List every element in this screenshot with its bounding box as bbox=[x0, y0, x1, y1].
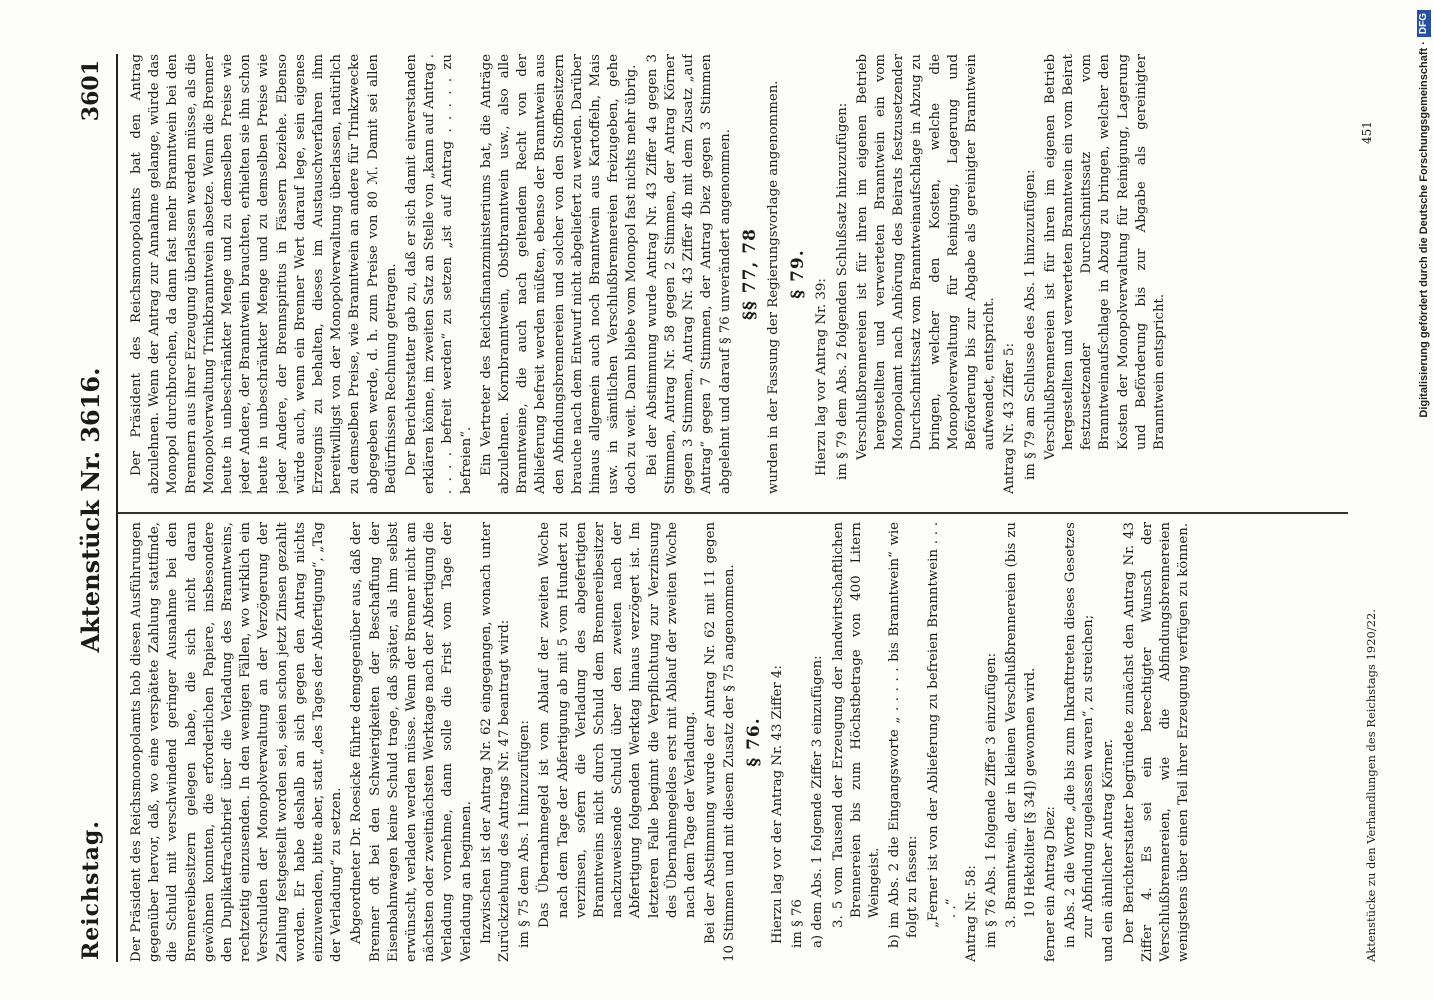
paragraph: Bei der Abstimmung wurde Antrag Nr. 43 Ziffer 4a gegen 3 Stimmen, Antrag Nr. 58 gegen 2 Stimmen, der Antrag Körner gegen 3 Stimmen, Antrag Nr. 43 Ziffer 4b mit dem Zusatz „auf Antrag“ gegen 7 Stimmen, der Antrag Diez gegen 3 Stimmen abgelehnt und darauf § 76 unverändert angenommen. bbox=[644, 54, 733, 494]
paragraph: im § 75 dem Abs. 1 hinzuzufügen: bbox=[517, 720, 533, 948]
dfg-badge: DFG bbox=[1417, 10, 1431, 37]
paragraph: Hierzu lag vor der Antrag Nr. 43 Ziffer 4: bbox=[769, 665, 785, 944]
paragraph: Der Berichterstatter begründete zunächst den Antrag Nr. 43 Ziffer 4. Es sei ein berechtigter Wunsch der Verschlußbrennereien, wie die Abfindungsbrennereien wenigstens über einen Teil ihrer Erzeugung verfügen zu können. bbox=[1121, 522, 1192, 962]
paragraph: im § 79 dem Abs. 2 folgenden Schlußsatz hinzuzufügen: bbox=[834, 102, 850, 480]
paragraph: Bei der Abstimmung wurde der Antrag Nr. 62 mit 11 gegen 10 Stimmen und mit diesem Zusatz der § 75 angenommen. bbox=[703, 522, 737, 962]
paragraph: in Abs. 2 die Worte „die bis zum Inkrafttreten dieses Gesetzes zur Abfindung zugelassen waren“, zu streichen; bbox=[1062, 522, 1097, 948]
stamp-text: Digitalisierung gefördert durch die Deutsche Forschungsgemeinschaft · bbox=[1418, 41, 1430, 418]
paragraph: Der Berichterstatter gab zu, daß er sich damit einverstanden erklären könne, im zweiten Satz an Stelle von „kann auf Antrag . . . . . befreit werden“ zu setzen „ist auf Antrag . . . . . zu befreien“. bbox=[404, 54, 474, 494]
document-page bbox=[72, 40, 1412, 980]
paragraph: im § 76 bbox=[790, 899, 806, 948]
paragraph: und ein ähnlicher Antrag Körner. bbox=[1101, 739, 1117, 962]
page-header bbox=[72, 40, 112, 980]
paragraph: Hierzu lag vor Antrag Nr. 39: bbox=[814, 278, 830, 476]
paragraph: Inzwischen ist der Antrag Nr. 62 eingegangen, wonach unter Zurückziehung des Antrags Nr. 47 beantragt wird: bbox=[478, 522, 513, 962]
paragraph: Antrag Nr. 58: bbox=[963, 865, 979, 962]
paragraph: Das Übernahmegeld ist vom Ablauf der zweiten Woche nach dem Tage der Abfertigung ab mit 5 vom Hundert zu verzinsen, sofern die Verladung des abgefertigten Branntweins nicht durch Schuld dem Brennereibesitzer nachzuweisende Schuld über den zweiten nach der Abfertigung folgenden Werktag hinaus verzögert ist. Im letzteren Falle beginnt die Verpflichtung zur Verzinsung des Übernahmegeldes erst mit Ablauf der zweiten Woche nach dem Tage der Verladung. bbox=[537, 522, 699, 928]
paragraph: „Ferner ist von der Ablieferung zu befreien Branntwein . . . . .“ bbox=[925, 522, 959, 928]
paragraph: wurden in der Fassung der Regierungsvorlage angenommen. bbox=[765, 80, 781, 494]
paragraph: a) dem Abs. 1 folgende Ziffer 3 einzufügen: bbox=[810, 655, 826, 948]
paragraph: b) im Abs. 2 die Eingangsworte „ . . . . . bis Branntwein“ wie folgt zu fassen: bbox=[887, 522, 921, 948]
footer-note: Aktenstücke zu den Verhandlungen des Reichstags 1920/22. bbox=[1364, 608, 1378, 962]
header-page-number: 3601 bbox=[78, 60, 104, 122]
paragraph: Der Präsident des Reichsmonopolamts bat den Antrag abzulehnen. Wenn der Antrag zur Annahme gelange, würde das Monopol durchbrochen, da dann fast mehr Branntwein bei den Brennern aus ihrer Erzeugung überlassen werden müsse, als die Monopolverwaltung Trinkbranntwein absetze. Wenn die Brenner heute in unbeschränkter Menge und zu demselben Preise wie jeder Andere, der Branntwein brauchten, erhielten sie ihn schon heute in unbeschränkter Menge und zu demselben Preise wie jeder Andere, der Brennspiritus in Fässern beziehe. Ebenso würde auch, wenn ein Brenner Wert darauf lege, sein eigenes Erzeugnis zu behalten, dieses im Austauschverfahren ihm bereitwilligst von der Monopolverwaltung überlassen, natürlich zu demselben Preise, wie Branntwein an andere für Trinkzwecke abgegeben werde, d. h. zum Preise von 80 ℳ. Damit sei allen Bedürfnissen Rechnung getragen. bbox=[129, 54, 399, 494]
section-heading-79: § 79. bbox=[788, 249, 809, 299]
header-left: Reichstag. bbox=[78, 820, 104, 960]
section-heading-76: § 76. bbox=[743, 717, 764, 767]
paragraph: Abgeordneter Dr. Roesicke führte demgegenüber aus, daß der Brenner oft bei den Schwierigkeiten der Beschaffung der Eisenbahnwagen keine Schuld trage, daß später, als ihm selbst erwünscht, verladen werden müsse. Wenn der Brenner nicht am nächsten oder zweitnächsten Werktage nach der Abfertigung die Verladung vornehme, dann solle die Frist vom Tage der Verladung an beginnen. bbox=[349, 522, 474, 962]
header-title: Aktenstück Nr. 3616. bbox=[76, 367, 105, 653]
column-divider bbox=[118, 512, 1348, 514]
paragraph: Verschlußbrennereien ist für ihren im eigenen Betrieb hergestellten und verwerteten Branntwein ein vom Monopolamt nach Anhörung des Beirats festzusetzender Durchschnittssatz vom Branntweinaufschlage in Abzug zu bringen, welcher den Kosten, welche die Monopolverwaltung für Reinigung, Lagerung und Beförderung bis zur Abgabe als gereinigter Branntwein aufwendet, entspricht. bbox=[854, 54, 998, 460]
paragraph: ferner ein Antrag Diez: bbox=[1042, 806, 1058, 962]
paragraph: 3. 5 vom Tausend der Erzeugung der landwirtschaftlichen Brennereien bis zum Höchstbetrage von 400 Litern Weingeist. bbox=[830, 522, 882, 928]
paragraph: Verschlußbrennereien ist für ihren im eigenen Betrieb hergestellten und verwerteten Branntwein ein vom Beirat festzusetzender Durchschnittssatz vom Branntweinaufschlage in Abzug zu bringen, welcher den Kosten der Monopolverwaltung für Reinigung, Lagerung und Beförderung bis zur Abgabe als gereinigter Branntwein entspricht. bbox=[1042, 54, 1167, 460]
header-rule bbox=[116, 54, 118, 962]
paragraph: Ein Vertreter des Reichsfinanzministeriums bat, die Anträge abzulehnen. Kornbranntwein, Obstbranntwein usw., also alle Branntweine, die auch nach geltendem Recht von der Ablieferung befreit werden müßten, ebenso der Branntwein aus den Abfindungsbrennereien und solcher von den Stoffbesitzern brauche nach dem Entwurf nicht abgeliefert zu werden. Darüber hinaus allgemein auch noch Branntwein aus Kartoffeln, Mais usw. in sämtlichen Verschlußbrennereien freizugeben, gehe doch zu weit. Dann bliebe vom Monopol fast nichts mehr übrig. bbox=[478, 54, 640, 494]
column-left bbox=[128, 522, 1368, 962]
paragraph: im § 79 am Schlusse des Abs. 1 hinzuzufügen: bbox=[1022, 169, 1038, 480]
column-right bbox=[128, 54, 1368, 494]
digitization-stamp bbox=[1414, 0, 1434, 1000]
paragraph: Der Präsident des Reichsmonopolamts hob diesen Ausführungen gegenüber hervor, daß, wo eine verspätete Zahlung stattfinde, die Schuld mit verschwindend geringer Ausnahme bei den Brennereibesitzern gelegen habe, die sich nicht daran gewöhnen konnten, die erforderlichen Papiere, insbesondere den Duplikatfrachtbrief über die Verladung des Branntweins, rechtzeitig einzusenden. In den wenigen Fällen, wo wirklich ein Verschulden der Monopolverwaltung an der Verzögerung der Zahlung festgestellt worden sei, seien schon jetzt Zinsen gezahlt worden. Er habe deshalb an sich gegen den Antrag nichts einzuwenden, bitte aber, statt „des Tages der Abfertigung“, „Tag der Verladung“ zu setzen. bbox=[129, 522, 345, 962]
paragraph: 3. Branntwein, der in kleinen Verschlußbrennereien (bis zu 10 Hektoliter [§ 34]) gewonnen wird. bbox=[1004, 522, 1038, 928]
paragraph: Antrag Nr. 43 Ziffer 5: bbox=[1002, 343, 1018, 494]
paragraph: im § 76 Abs. 1 folgende Ziffer 3 einzufügen: bbox=[984, 652, 1000, 948]
section-heading-77-78: §§ 77, 78 bbox=[739, 228, 760, 320]
footer-page-number: 451 bbox=[1360, 121, 1374, 144]
rotated-content bbox=[72, 40, 1412, 980]
